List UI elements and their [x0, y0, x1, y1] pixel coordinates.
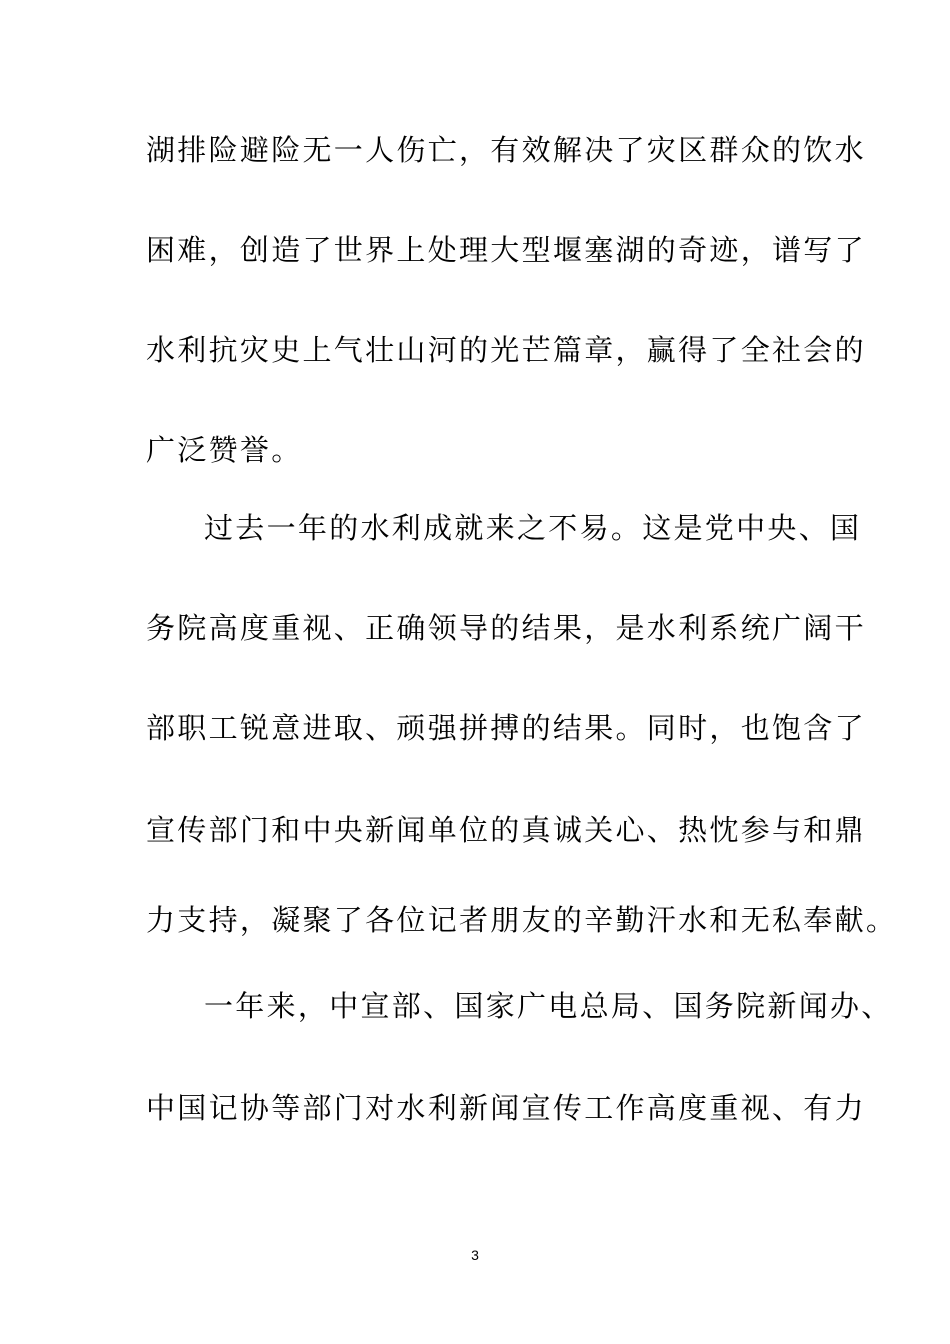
text-line: 部职工锐意进取、顽强拼搏的结果。同时，也饱含了 — [146, 711, 866, 745]
paragraph-start-line: 一年来，中宣部、国家广电总局、国务院新闻办、 — [204, 989, 893, 1023]
text-line: 困难，创造了世界上处理大型堰塞湖的奇迹，谱写了 — [146, 233, 866, 267]
text-line: 务院高度重视、正确领导的结果，是水利系统广阔干 — [146, 611, 866, 645]
text-line: 宣传部门和中央新闻单位的真诚关心、热忱参与和鼎 — [146, 813, 866, 847]
text-line: 力支持，凝聚了各位记者朋友的辛勤汗水和无私奉献。 — [146, 903, 898, 937]
text-line: 湖排险避险无一人伤亡，有效解决了灾区群众的饮水 — [146, 133, 866, 167]
page-number: 3 — [471, 1247, 479, 1263]
paragraph-start-line: 过去一年的水利成就来之不易。这是党中央、国 — [204, 511, 862, 545]
text-line: 广泛赞誉。 — [146, 433, 303, 467]
text-line: 中国记协等部门对水利新闻宣传工作高度重视、有力 — [146, 1091, 866, 1125]
text-line: 水利抗灾史上气壮山河的光芒篇章，赢得了全社会的 — [146, 333, 866, 367]
